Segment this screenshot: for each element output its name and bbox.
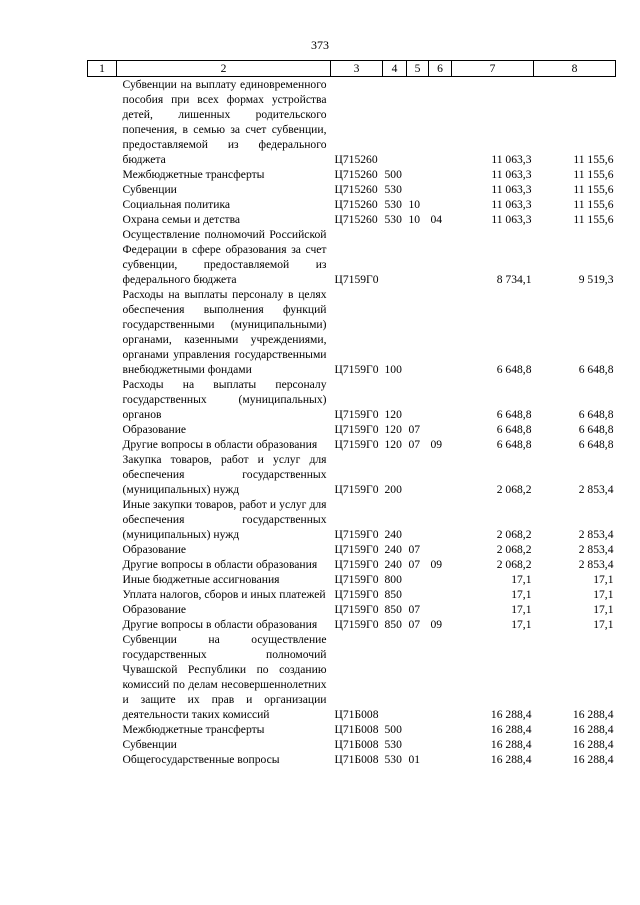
amount-year-2-cell: 6 648,8 xyxy=(578,408,614,421)
table-row xyxy=(88,452,616,497)
target-code-cell: Ц7159Г0 xyxy=(334,558,379,571)
target-code-cell: Ц7159Г0 xyxy=(334,603,379,616)
table-row xyxy=(88,167,616,182)
expense-type-cell: 500 xyxy=(384,168,402,181)
section-cell xyxy=(407,722,429,737)
expense-type-cell: 530 xyxy=(384,183,402,196)
section-cell: 07 xyxy=(408,558,421,571)
amount-year-2-cell: 6 648,8 xyxy=(578,423,614,436)
expense-type-cell: 530 xyxy=(384,198,402,211)
section-cell xyxy=(407,452,429,497)
row-number-cell xyxy=(88,557,117,572)
target-code-cell: Ц715260 xyxy=(334,168,378,181)
row-number-cell xyxy=(88,287,117,377)
amount-year-1-cell: 16 288,4 xyxy=(490,738,532,751)
expense-type-cell xyxy=(383,77,407,168)
table-header-row xyxy=(88,61,616,77)
subsection-cell xyxy=(429,452,452,497)
amount-year-2-cell: 2 853,4 xyxy=(578,483,614,496)
expense-name-cell: Иные закупки товаров, работ и услуг для обеспечения государственных (муниципальных) нужд xyxy=(122,498,327,541)
subsection-cell xyxy=(429,377,452,422)
section-cell xyxy=(407,587,429,602)
section-cell: 10 xyxy=(408,198,421,211)
section-cell xyxy=(407,227,429,287)
section-cell: 10 xyxy=(408,213,421,226)
expense-name-cell: Межбюджетные трансферты xyxy=(122,168,265,181)
section-cell: 07 xyxy=(408,543,421,556)
section-cell xyxy=(407,77,429,168)
amount-year-2-cell: 17,1 xyxy=(593,588,614,601)
section-cell xyxy=(407,737,429,752)
amount-year-1-cell: 6 648,8 xyxy=(496,408,532,421)
subsection-cell: 09 xyxy=(430,558,443,571)
section-cell xyxy=(407,287,429,377)
section-cell xyxy=(407,182,429,197)
expense-type-cell: 530 xyxy=(384,738,402,751)
subsection-cell xyxy=(429,227,452,287)
expense-type-cell: 240 xyxy=(384,543,402,556)
amount-year-2-cell: 6 648,8 xyxy=(578,363,614,376)
row-number-cell xyxy=(88,197,117,212)
expense-type-cell: 530 xyxy=(384,213,402,226)
expense-name-cell: Охрана семьи и детства xyxy=(122,213,241,226)
expense-name-cell: Субвенции xyxy=(122,183,177,196)
expense-type-cell xyxy=(383,632,407,722)
target-code-cell: Ц71Б008 xyxy=(334,723,379,736)
amount-year-1-cell: 16 288,4 xyxy=(490,708,532,721)
amount-year-2-cell: 11 155,6 xyxy=(573,153,614,166)
amount-year-2-cell: 16 288,4 xyxy=(572,708,614,721)
expense-name-cell: Уплата налогов, сборов и иных платежей xyxy=(122,588,326,601)
amount-year-1-cell: 11 063,3 xyxy=(491,153,532,166)
column-header: 3 xyxy=(331,61,383,77)
expense-type-cell: 200 xyxy=(384,483,402,496)
table-row xyxy=(88,587,616,602)
amount-year-1-cell: 2 068,2 xyxy=(496,528,532,541)
row-number-cell xyxy=(88,572,117,587)
column-header: 5 xyxy=(407,61,429,77)
column-header: 7 xyxy=(452,61,534,77)
subsection-cell xyxy=(429,197,452,212)
expense-name-cell: Образование xyxy=(122,423,187,436)
subsection-cell xyxy=(429,287,452,377)
table-row xyxy=(88,377,616,422)
target-code-cell: Ц7159Г0 xyxy=(334,573,379,586)
table-row xyxy=(88,617,616,632)
expense-type-cell: 100 xyxy=(384,363,402,376)
amount-year-2-cell: 17,1 xyxy=(593,573,614,586)
subsection-cell xyxy=(429,422,452,437)
expense-type-cell: 800 xyxy=(384,573,402,586)
subsection-cell xyxy=(429,77,452,168)
table-row xyxy=(88,602,616,617)
page-number: 373 xyxy=(311,38,329,52)
subsection-cell xyxy=(429,497,452,542)
section-cell xyxy=(407,497,429,542)
amount-year-1-cell: 17,1 xyxy=(511,603,532,616)
amount-year-1-cell: 16 288,4 xyxy=(490,753,532,766)
expense-name-cell: Образование xyxy=(122,543,187,556)
target-code-cell: Ц7159Г0 xyxy=(334,408,379,421)
target-code-cell: Ц7159Г0 xyxy=(334,543,379,556)
amount-year-1-cell: 11 063,3 xyxy=(491,213,532,226)
amount-year-2-cell: 11 155,6 xyxy=(573,168,614,181)
target-code-cell: Ц715260 xyxy=(334,183,378,196)
section-cell: 07 xyxy=(408,603,421,616)
table-row xyxy=(88,197,616,212)
subsection-cell xyxy=(429,722,452,737)
expense-type-cell xyxy=(383,227,407,287)
table-row xyxy=(88,182,616,197)
section-cell: 01 xyxy=(408,753,421,766)
row-number-cell xyxy=(88,422,117,437)
amount-year-1-cell: 17,1 xyxy=(511,588,532,601)
section-cell xyxy=(407,632,429,722)
expense-type-cell: 120 xyxy=(384,408,402,421)
subsection-cell xyxy=(429,587,452,602)
column-header: 8 xyxy=(534,61,616,77)
expense-name-cell: Иные бюджетные ассигнования xyxy=(122,573,280,586)
amount-year-1-cell: 11 063,3 xyxy=(491,168,532,181)
expense-name-cell: Расходы на выплаты персоналу государственных (муниципальных) органов xyxy=(122,378,327,421)
target-code-cell: Ц715260 xyxy=(334,153,378,166)
expense-name-cell: Образование xyxy=(122,603,187,616)
subsection-cell: 09 xyxy=(430,438,443,451)
row-number-cell xyxy=(88,167,117,182)
table-row xyxy=(88,752,616,767)
row-number-cell xyxy=(88,602,117,617)
target-code-cell: Ц715260 xyxy=(334,213,378,226)
table-row xyxy=(88,287,616,377)
table-row xyxy=(88,212,616,227)
amount-year-2-cell: 17,1 xyxy=(593,618,614,631)
table-row xyxy=(88,422,616,437)
row-number-cell xyxy=(88,452,117,497)
target-code-cell: Ц7159Г0 xyxy=(334,483,379,496)
section-cell: 07 xyxy=(408,438,421,451)
row-number-cell xyxy=(88,752,117,767)
amount-year-1-cell: 2 068,2 xyxy=(496,558,532,571)
table-row xyxy=(88,722,616,737)
amount-year-1-cell: 6 648,8 xyxy=(496,363,532,376)
expense-type-cell: 850 xyxy=(384,618,402,631)
expense-type-cell: 530 xyxy=(384,753,402,766)
expense-name-cell: Межбюджетные трансферты xyxy=(122,723,265,736)
row-number-cell xyxy=(88,377,117,422)
amount-year-2-cell: 11 155,6 xyxy=(573,213,614,226)
column-header: 2 xyxy=(117,61,331,77)
table-body xyxy=(88,77,616,768)
target-code-cell: Ц7159Г0 xyxy=(334,363,379,376)
table-row xyxy=(88,572,616,587)
target-code-cell: Ц7159Г0 xyxy=(334,588,379,601)
expense-type-cell: 120 xyxy=(384,438,402,451)
subsection-cell xyxy=(429,572,452,587)
table-row xyxy=(88,227,616,287)
amount-year-2-cell: 2 853,4 xyxy=(578,558,614,571)
amount-year-2-cell: 2 853,4 xyxy=(578,543,614,556)
subsection-cell xyxy=(429,182,452,197)
amount-year-2-cell: 11 155,6 xyxy=(573,198,614,211)
row-number-cell xyxy=(88,737,117,752)
table-row xyxy=(88,557,616,572)
amount-year-1-cell: 2 068,2 xyxy=(496,543,532,556)
table-row xyxy=(88,497,616,542)
column-header: 6 xyxy=(429,61,452,77)
row-number-cell xyxy=(88,227,117,287)
table-row xyxy=(88,77,616,168)
row-number-cell xyxy=(88,77,117,168)
target-code-cell: Ц7159Г0 xyxy=(334,438,379,451)
target-code-cell: Ц7159Г0 xyxy=(334,618,379,631)
row-number-cell xyxy=(88,587,117,602)
row-number-cell xyxy=(88,542,117,557)
row-number-cell xyxy=(88,722,117,737)
expense-name-cell: Осуществление полномочий Российской Федерации в сфере образования за счет субвенции, предоставляемой из федерального бюджета xyxy=(122,228,327,286)
amount-year-1-cell: 11 063,3 xyxy=(491,183,532,196)
amount-year-2-cell: 16 288,4 xyxy=(572,738,614,751)
amount-year-1-cell: 2 068,2 xyxy=(496,483,532,496)
amount-year-2-cell: 2 853,4 xyxy=(578,528,614,541)
table-row xyxy=(88,437,616,452)
expense-name-cell: Закупка товаров, работ и услуг для обеспечения государственных (муниципальных) нужд xyxy=(122,453,327,496)
row-number-cell xyxy=(88,632,117,722)
expense-name-cell: Субвенции xyxy=(122,738,177,751)
expense-type-cell: 500 xyxy=(384,723,402,736)
target-code-cell: Ц7159Г0 xyxy=(334,423,379,436)
row-number-cell xyxy=(88,497,117,542)
section-cell: 07 xyxy=(408,423,421,436)
subsection-cell xyxy=(429,602,452,617)
row-number-cell xyxy=(88,437,117,452)
amount-year-1-cell: 6 648,8 xyxy=(496,438,532,451)
expense-name-cell: Расходы на выплаты персоналу в целях обеспечения выполнения функций государственными (муниципальными) органами, казенными учреждениями, органами управления государственными внебюджетными фондами xyxy=(122,288,327,376)
expense-name-cell: Другие вопросы в области образования xyxy=(122,558,318,571)
subsection-cell: 09 xyxy=(430,618,443,631)
subsection-cell xyxy=(429,632,452,722)
amount-year-2-cell: 16 288,4 xyxy=(572,753,614,766)
section-cell xyxy=(407,167,429,182)
expense-name-cell: Другие вопросы в области образования xyxy=(122,618,318,631)
amount-year-2-cell: 9 519,3 xyxy=(578,273,614,286)
expense-type-cell: 120 xyxy=(384,423,402,436)
expense-name-cell: Общегосударственные вопросы xyxy=(122,753,280,766)
amount-year-2-cell: 11 155,6 xyxy=(573,183,614,196)
expense-name-cell: Субвенции на осуществление государственных полномочий Чувашской Республики по созданию комиссий по делам несовершеннолетних и защите их прав и организации деятельности таких комиссий xyxy=(122,633,327,721)
amount-year-1-cell: 17,1 xyxy=(511,573,532,586)
amount-year-2-cell: 6 648,8 xyxy=(578,438,614,451)
amount-year-1-cell: 17,1 xyxy=(511,618,532,631)
row-number-cell xyxy=(88,212,117,227)
budget-table xyxy=(87,60,616,767)
subsection-cell xyxy=(429,542,452,557)
target-code-cell: Ц7159Г0 xyxy=(334,528,379,541)
expense-type-cell: 850 xyxy=(384,588,402,601)
row-number-cell xyxy=(88,182,117,197)
table-row xyxy=(88,632,616,722)
amount-year-1-cell: 11 063,3 xyxy=(491,198,532,211)
row-number-cell xyxy=(88,617,117,632)
expense-type-cell: 850 xyxy=(384,603,402,616)
expense-name-cell: Субвенции на выплату единовременного пособия при всех формах устройства детей, лишенных родительского попечения, в семью за счет субвенции, предоставляемой из федерального бюджета xyxy=(122,78,327,166)
section-cell xyxy=(407,572,429,587)
target-code-cell: Ц71Б008 xyxy=(334,708,379,721)
subsection-cell xyxy=(429,737,452,752)
target-code-cell: Ц71Б008 xyxy=(334,738,379,751)
subsection-cell xyxy=(429,752,452,767)
table-row xyxy=(88,737,616,752)
column-header: 1 xyxy=(88,61,117,77)
subsection-cell: 04 xyxy=(430,213,443,226)
section-cell: 07 xyxy=(408,618,421,631)
amount-year-1-cell: 6 648,8 xyxy=(496,423,532,436)
column-header: 4 xyxy=(383,61,407,77)
target-code-cell: Ц71Б008 xyxy=(334,753,379,766)
amount-year-1-cell: 16 288,4 xyxy=(490,723,532,736)
section-cell xyxy=(407,377,429,422)
target-code-cell: Ц7159Г0 xyxy=(334,273,379,286)
subsection-cell xyxy=(429,167,452,182)
amount-year-2-cell: 17,1 xyxy=(593,603,614,616)
expense-name-cell: Социальная политика xyxy=(122,198,231,211)
expense-type-cell: 240 xyxy=(384,558,402,571)
table-row xyxy=(88,542,616,557)
target-code-cell: Ц715260 xyxy=(334,198,378,211)
expense-name-cell: Другие вопросы в области образования xyxy=(122,438,318,451)
expense-type-cell: 240 xyxy=(384,528,402,541)
amount-year-2-cell: 16 288,4 xyxy=(572,723,614,736)
amount-year-1-cell: 8 734,1 xyxy=(496,273,532,286)
